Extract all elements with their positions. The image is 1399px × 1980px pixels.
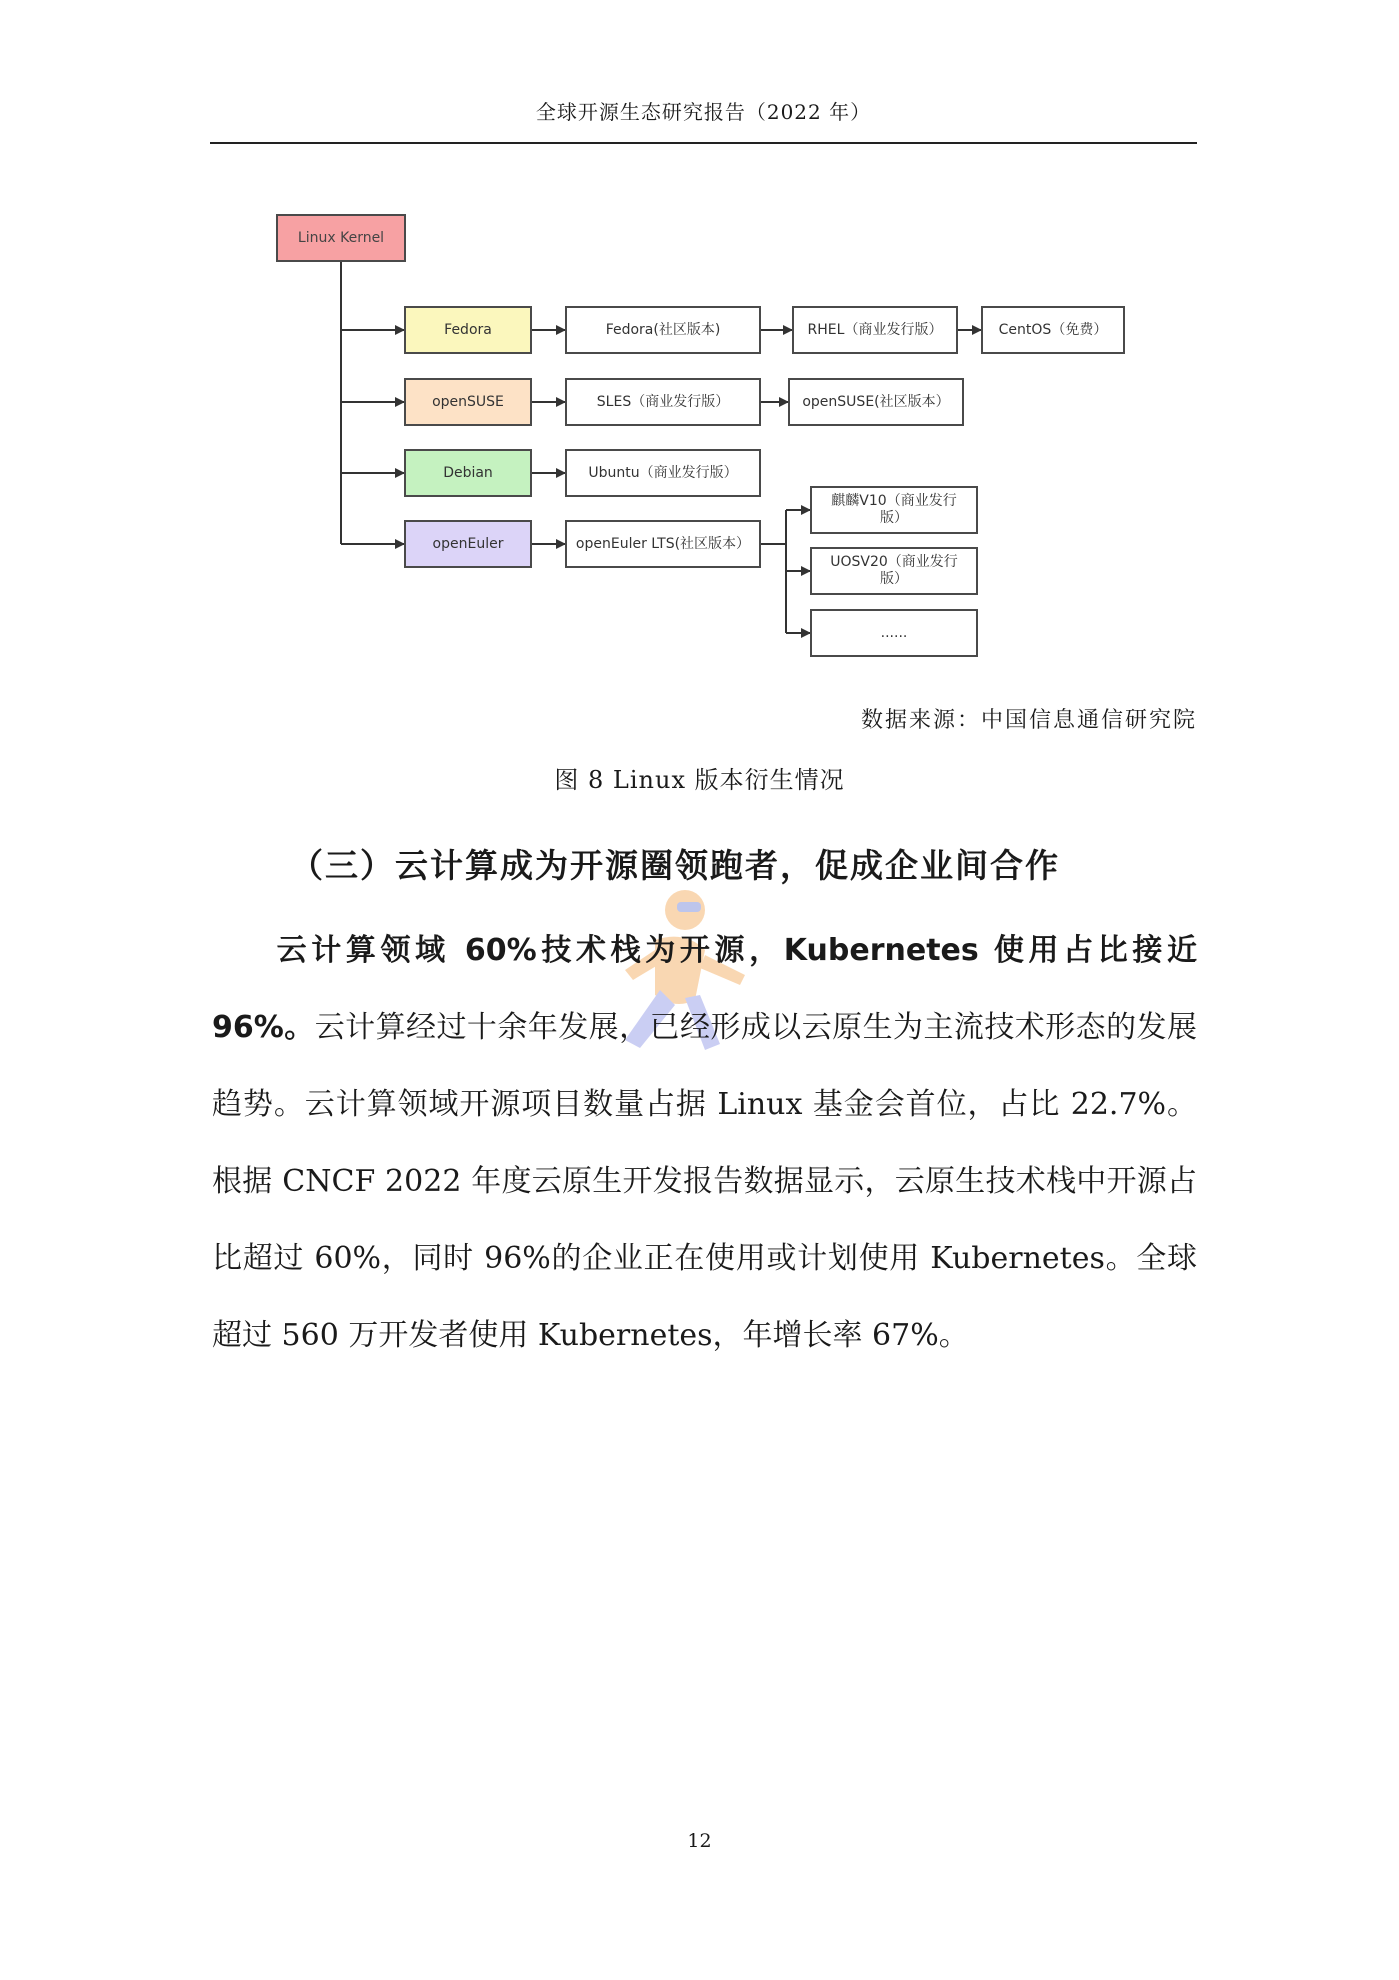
node-kylin-v10 [810, 486, 978, 534]
node-fedora-community: Fedora(社区版本) [565, 306, 761, 354]
paragraph-lead: 云计算领域 60%技术栈为开源，Kubernetes 使用占比接近 96%。 [212, 933, 1197, 1045]
node-ubuntu: Ubuntu（商业发行版） [565, 449, 761, 497]
page-number: 12 [687, 1830, 712, 1852]
node-opensuse-community: openSUSE(社区版本） [788, 378, 964, 426]
node-uosv20 [810, 547, 978, 595]
running-header: 全球开源生态研究报告（2022 年） [535, 100, 872, 124]
node-more [810, 609, 978, 657]
section-heading: （三）云计算成为开源圈领跑者，促成企业间合作 [290, 846, 1060, 885]
node-centos: CentOS（免费） [981, 306, 1125, 354]
node-more-line1: ...... [880, 624, 908, 641]
paragraph-text: 云计算经过十余年发展，已经形成以云原生为主流技术形态的发展趋势。云计算领域开源项目数量占据 Linux 基金会首位，占比 22.7%。根据 CNCF 2022 年度云原生开发报告数据显示，云原生技术栈中开源占比超过 60%，同时 96%的企业正在使用或计划使用 Kubernetes。全球超过 560 万开发者使用 Kubernetes，年增长率 67%。 [212, 1010, 1197, 1353]
node-openeuler-lts: openEuler LTS(社区版本） [565, 520, 761, 568]
node-uosv20-line1: UOSV20（商业发行 [830, 554, 958, 570]
node-openeuler: openEuler [404, 520, 532, 568]
node-sles: SLES（商业发行版） [565, 378, 761, 426]
figure-caption: 图 8 Linux 版本衍生情况 [554, 766, 845, 794]
node-fedora: Fedora [404, 306, 532, 354]
linux-derivation-diagram [0, 0, 1399, 700]
node-linux-kernel: Linux Kernel [276, 214, 406, 262]
figure-source: 数据来源：中国信息通信研究院 [860, 708, 1197, 733]
node-uosv20-line2: 版） [880, 571, 908, 587]
node-kylin-v10-line2: 版） [880, 510, 908, 526]
node-kylin-v10-line1: 麒麟V10（商业发行 [831, 493, 957, 509]
node-debian: Debian [404, 449, 532, 497]
node-rhel: RHEL（商业发行版） [792, 306, 958, 354]
body-paragraph [212, 912, 1197, 1374]
node-opensuse: openSUSE [404, 378, 532, 426]
